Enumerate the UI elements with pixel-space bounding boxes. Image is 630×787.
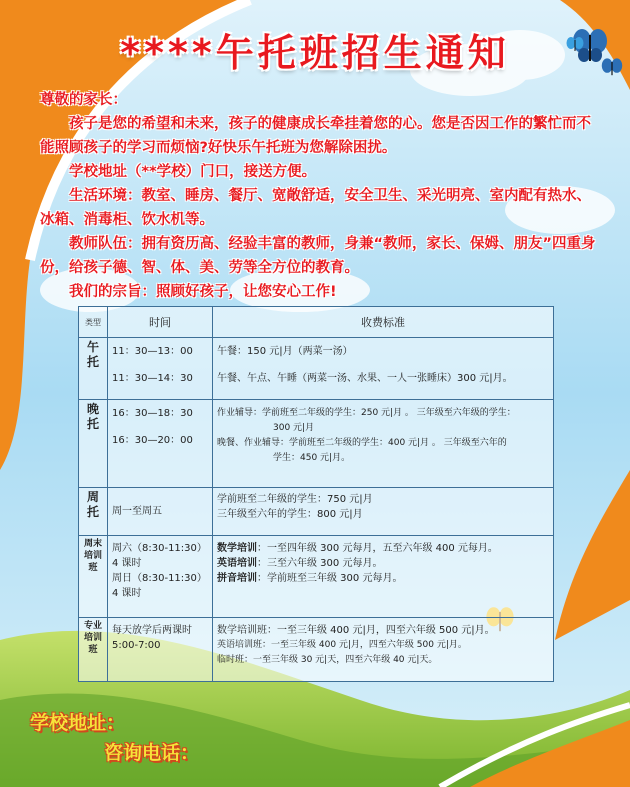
evening-fee-2b: 学生：450 元|月。 bbox=[273, 453, 351, 463]
environment-line: 生活环境：教室、睡房、餐厅、宽敞舒适，安全卫生、采光明亮、室内配有热水、冰箱、消毒柜、饮水机等。 bbox=[40, 188, 591, 228]
phone-label: 咨询电话： bbox=[104, 742, 200, 764]
pinyin-fee: ：学前班至三年级 300 元每月。 bbox=[257, 573, 403, 584]
time-cell bbox=[108, 400, 213, 488]
intro-text bbox=[40, 88, 600, 304]
special-fee-3: 临时班：一至三年级 30 元|天，四至六年级 40 元|天。 bbox=[217, 655, 438, 665]
header-time: 时间 bbox=[108, 307, 213, 338]
weekend-time-3: 周日（8:30-11:30） bbox=[112, 573, 207, 584]
noon-fee-1: 午餐：150 元|月（两菜一汤） bbox=[217, 346, 353, 357]
header-type: 类型 bbox=[79, 307, 108, 338]
fee-cell bbox=[213, 536, 554, 618]
fee-table bbox=[78, 306, 554, 682]
teachers-line: 教师队伍：拥有资历高、经验丰富的教师，身兼“教师，家长、保姆、朋友”四重身份，给孩子德、智、体、美、劳等全方位的教育。 bbox=[40, 236, 596, 276]
header-fee: 收费标准 bbox=[213, 307, 554, 338]
time-cell bbox=[108, 536, 213, 618]
intro-paragraph: 孩子是您的希望和未来，孩子的健康成长牵挂着您的心。您是否因工作的繁忙而不能照顾孩子的学习而烦恼?好快乐午托班为您解除困扰。 bbox=[40, 116, 591, 156]
weekend-fee-2 bbox=[217, 556, 549, 571]
special-fee-1: 数学培训班：一至三年级 400 元|月，四至六年级 500 元|月。 bbox=[217, 625, 495, 636]
noon-time-1: 11：30—13：00 bbox=[112, 346, 193, 357]
evening-fee-2a: 晚餐、作业辅导：学前班至二年级的学生：400 元|月 。 三年级至六年的 bbox=[217, 438, 507, 448]
type-special: 专业培训班 bbox=[79, 618, 108, 682]
page-title: ****午托班招生通知 bbox=[120, 31, 510, 75]
fee-cell bbox=[213, 488, 554, 536]
noon-fee-2: 午餐、午点、午睡（两菜一汤、水果、一人一张睡床）300 元|月。 bbox=[217, 373, 513, 384]
type-weekend: 周末培训班 bbox=[79, 536, 108, 618]
table-row bbox=[79, 488, 554, 536]
time-cell bbox=[108, 338, 213, 400]
fee-cell bbox=[213, 618, 554, 682]
fee-cell bbox=[213, 338, 554, 400]
english-fee: ：三至六年级 300 元每月。 bbox=[257, 558, 383, 569]
table-row bbox=[79, 618, 554, 682]
school-address-label: 学校地址： bbox=[30, 712, 126, 734]
pinyin-label: 拼音培训 bbox=[217, 573, 257, 584]
special-time-2: 5:00-7:00 bbox=[112, 640, 161, 651]
greeting: 尊敬的家长： bbox=[40, 92, 127, 108]
evening-time-1: 16：30—18：30 bbox=[112, 408, 193, 419]
weekend-time-2: 4 课时 bbox=[112, 558, 142, 569]
weekly-fee-2: 三年级至六年的学生：800 元|月 bbox=[217, 509, 363, 520]
math-label: 数学培训 bbox=[217, 543, 257, 554]
type-weekly: 周托 bbox=[79, 488, 108, 536]
evening-fee-1a: 作业辅导：学前班至二年级的学生：250 元|月 。 三年级至六年级的学生： bbox=[217, 408, 516, 418]
fee-cell bbox=[213, 400, 554, 488]
evening-fee-1b: 300 元|月 bbox=[273, 423, 315, 433]
english-label: 英语培训 bbox=[217, 558, 257, 569]
special-fee-2: 英语培训班：一至三年级 400 元|月，四至六年级 500 元|月。 bbox=[217, 640, 467, 650]
table-header-row bbox=[79, 307, 554, 338]
table-row bbox=[79, 400, 554, 488]
noon-time-2: 11：30—14：30 bbox=[112, 373, 193, 384]
table-row bbox=[79, 338, 554, 400]
table-row bbox=[79, 536, 554, 618]
math-fee: ：一至四年级 300 元每月，五至六年级 400 元每月。 bbox=[257, 543, 498, 554]
weekend-time-1: 周六（8:30-11:30） bbox=[112, 543, 207, 554]
weekly-fee-1: 学前班至二年级的学生：750 元|月 bbox=[217, 494, 373, 505]
type-evening: 晚托 bbox=[79, 400, 108, 488]
type-noon: 午托 bbox=[79, 338, 108, 400]
weekend-fee-3 bbox=[217, 571, 549, 586]
weekly-time: 周一至周五 bbox=[112, 506, 162, 517]
weekend-time-4: 4 课时 bbox=[112, 588, 142, 599]
evening-time-2: 16：30—20：00 bbox=[112, 435, 193, 446]
motto-line: 我们的宗旨：照顾好孩子，让您安心工作! bbox=[69, 284, 337, 300]
time-cell bbox=[108, 618, 213, 682]
school-address-line: 学校地址（**学校）门口，接送方便。 bbox=[69, 164, 317, 180]
time-cell bbox=[108, 488, 213, 536]
weekend-fee-1 bbox=[217, 541, 549, 556]
special-time-1: 每天放学后两课时 bbox=[112, 625, 192, 636]
